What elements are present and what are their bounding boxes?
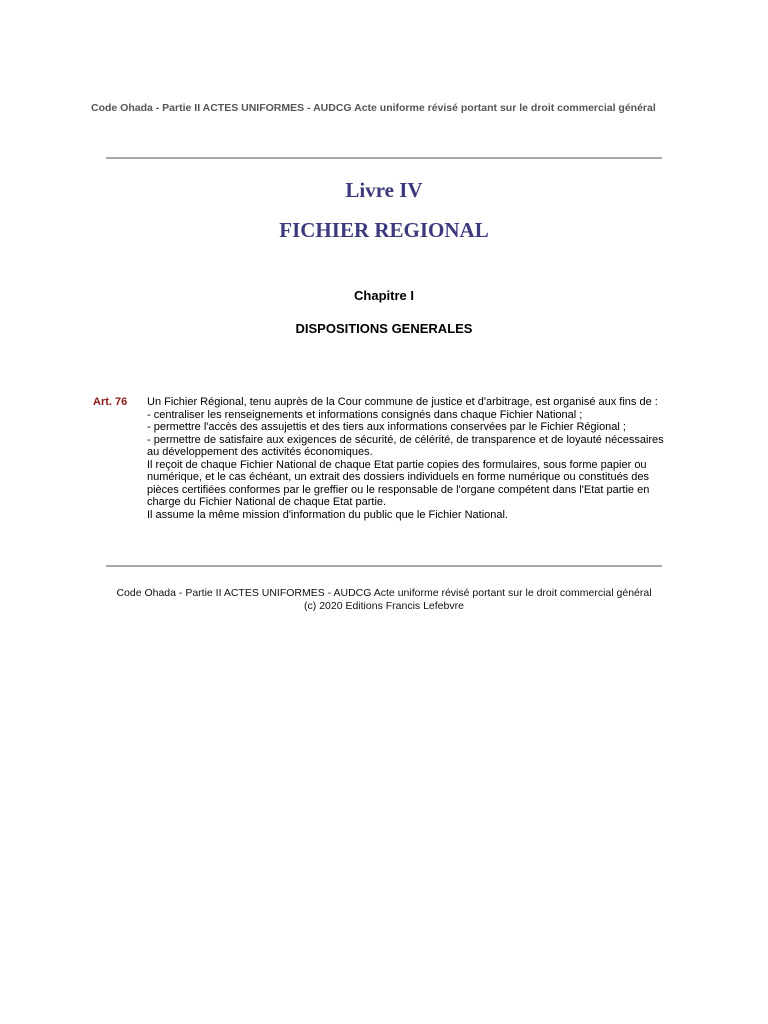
livre-title: Livre IV	[345, 178, 423, 202]
article-body	[147, 396, 675, 521]
article-paragraph: Il reçoit de chaque Fichier National de chaque Etat partie copies des formulaires, sous forme papier ou numérique, et le cas échéant, un extrait des dossiers individuels en forme numérique ou constitués des pièces certifiées conformes par le greffier ou le responsable de l'organe compétent dans l'Etat partie en charge du Fichier National de chaque Etat partie.	[147, 458, 650, 508]
article-list-item: - permettre l'accès des assujettis et des tiers aux informations conservées par le Fichier Régional ;	[147, 421, 626, 433]
document-header: Code Ohada - Partie II ACTES UNIFORMES - AUDCG Acte uniforme révisé portant sur le droit commercial général	[91, 102, 656, 114]
article-list-item: - permettre de satisfaire aux exigences de sécurité, de célérité, de transparence et de loyauté nécessaires au développement des activités économiques.	[147, 433, 664, 458]
article-paragraph: Un Fichier Régional, tenu auprès de la Cour commune de justice et d'arbitrage, est organisé aux fins de :	[147, 396, 658, 408]
footer-source: Code Ohada - Partie II ACTES UNIFORMES - AUDCG Acte uniforme révisé portant sur le droit commercial général	[116, 587, 652, 599]
footer-copyright: (c) 2020 Editions Francis Lefebvre	[304, 600, 464, 612]
article-paragraph: Il assume la même mission d'information du public que le Fichier National.	[147, 508, 508, 521]
livre-subject: FICHIER REGIONAL	[279, 218, 489, 242]
chapter-label: Chapitre I	[354, 288, 414, 303]
bottom-divider	[106, 565, 662, 567]
article-number: Art. 76	[93, 396, 128, 408]
document-footer	[0, 587, 768, 613]
chapter-heading: DISPOSITIONS GENERALES	[295, 321, 473, 336]
article-list-item: - centraliser les renseignements et informations consignés dans chaque Fichier National ;	[147, 408, 583, 421]
top-divider	[106, 157, 662, 159]
